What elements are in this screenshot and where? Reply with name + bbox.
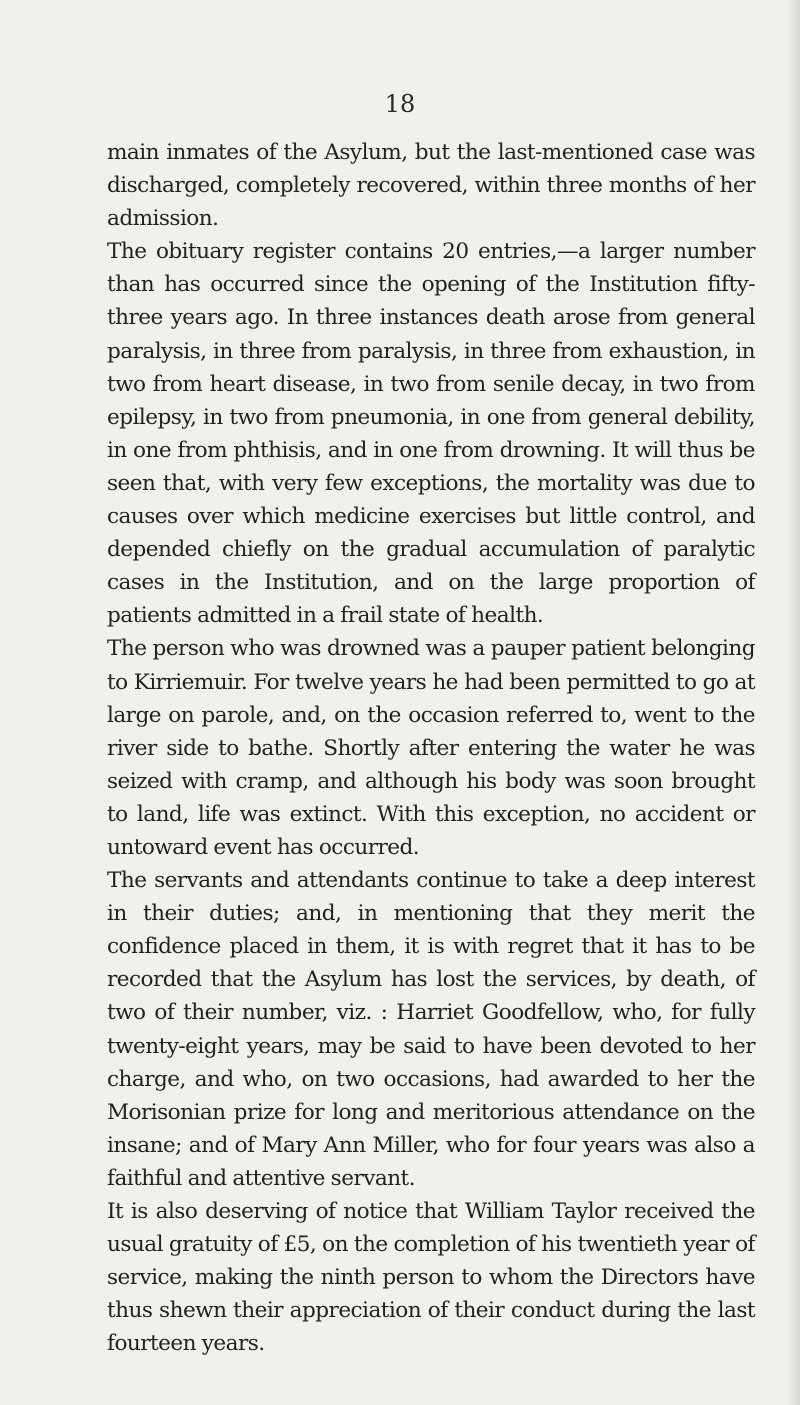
paragraph-obituary-register: The obituary register contains 20 entries,—a larger number than has occurred since the opening of the Institution fifty-three years ago. In three instances death arose from general paralysis, in three from paralysis, in three from exhaustion, in two from heart disease, in two from senile decay, in two from epilepsy, in two from pneumonia, in one from general debility, in one from phthisis, and in one from drowning. It will thus be seen that, with very few exceptions, the mortality was due to causes over which medicine exercises but little control, and depended chiefly on the gradual accumulation of paralytic cases in the Institution, and on the large proportion of patients admitted in a frail state of health.	[107, 239, 755, 629]
page-edge-shadow	[786, 0, 800, 1405]
paragraph-continuation: main inmates of the Asylum, but the last-mentioned case was discharged, completely recovered, within three months of her admission.	[107, 140, 755, 232]
paragraph-gratuity: It is also deserving of notice that William Taylor received the usual gratuity of £5, on the completion of his twentieth year of service, making the ninth person to whom the Directors have thus shewn their appreciation of their conduct during the last fourteen years.	[107, 1199, 755, 1357]
body-text	[107, 136, 755, 1360]
paragraph-drowning: The person who was drowned was a pauper patient belonging to Kirriemuir. For twelve years he had been permitted to go at large on parole, and, on the occasion referred to, went to the river side to bathe. Shortly after entering the water he was seized with cramp, and although his body was soon brought to land, life was extinct. With this exception, no accident or untoward event has occurred.	[107, 636, 755, 860]
page-number: 18	[384, 90, 416, 118]
paragraph-servants-attendants: The servants and attendants continue to take a deep interest in their duties; and, in mentioning that they merit the confidence placed in them, it is with regret that it has to be recorded that the Asylum has lost the services, by death, of two of their number, viz. : Harriet Goodfellow, who, for fully twenty-eight years, may be said to have been devoted to her charge, and who, on two occasions, had awarded to her the Morisonian prize for long and meritorious attendance on the insane; and of Mary Ann Miller, who for four years was also a faithful and attentive servant.	[107, 868, 755, 1191]
